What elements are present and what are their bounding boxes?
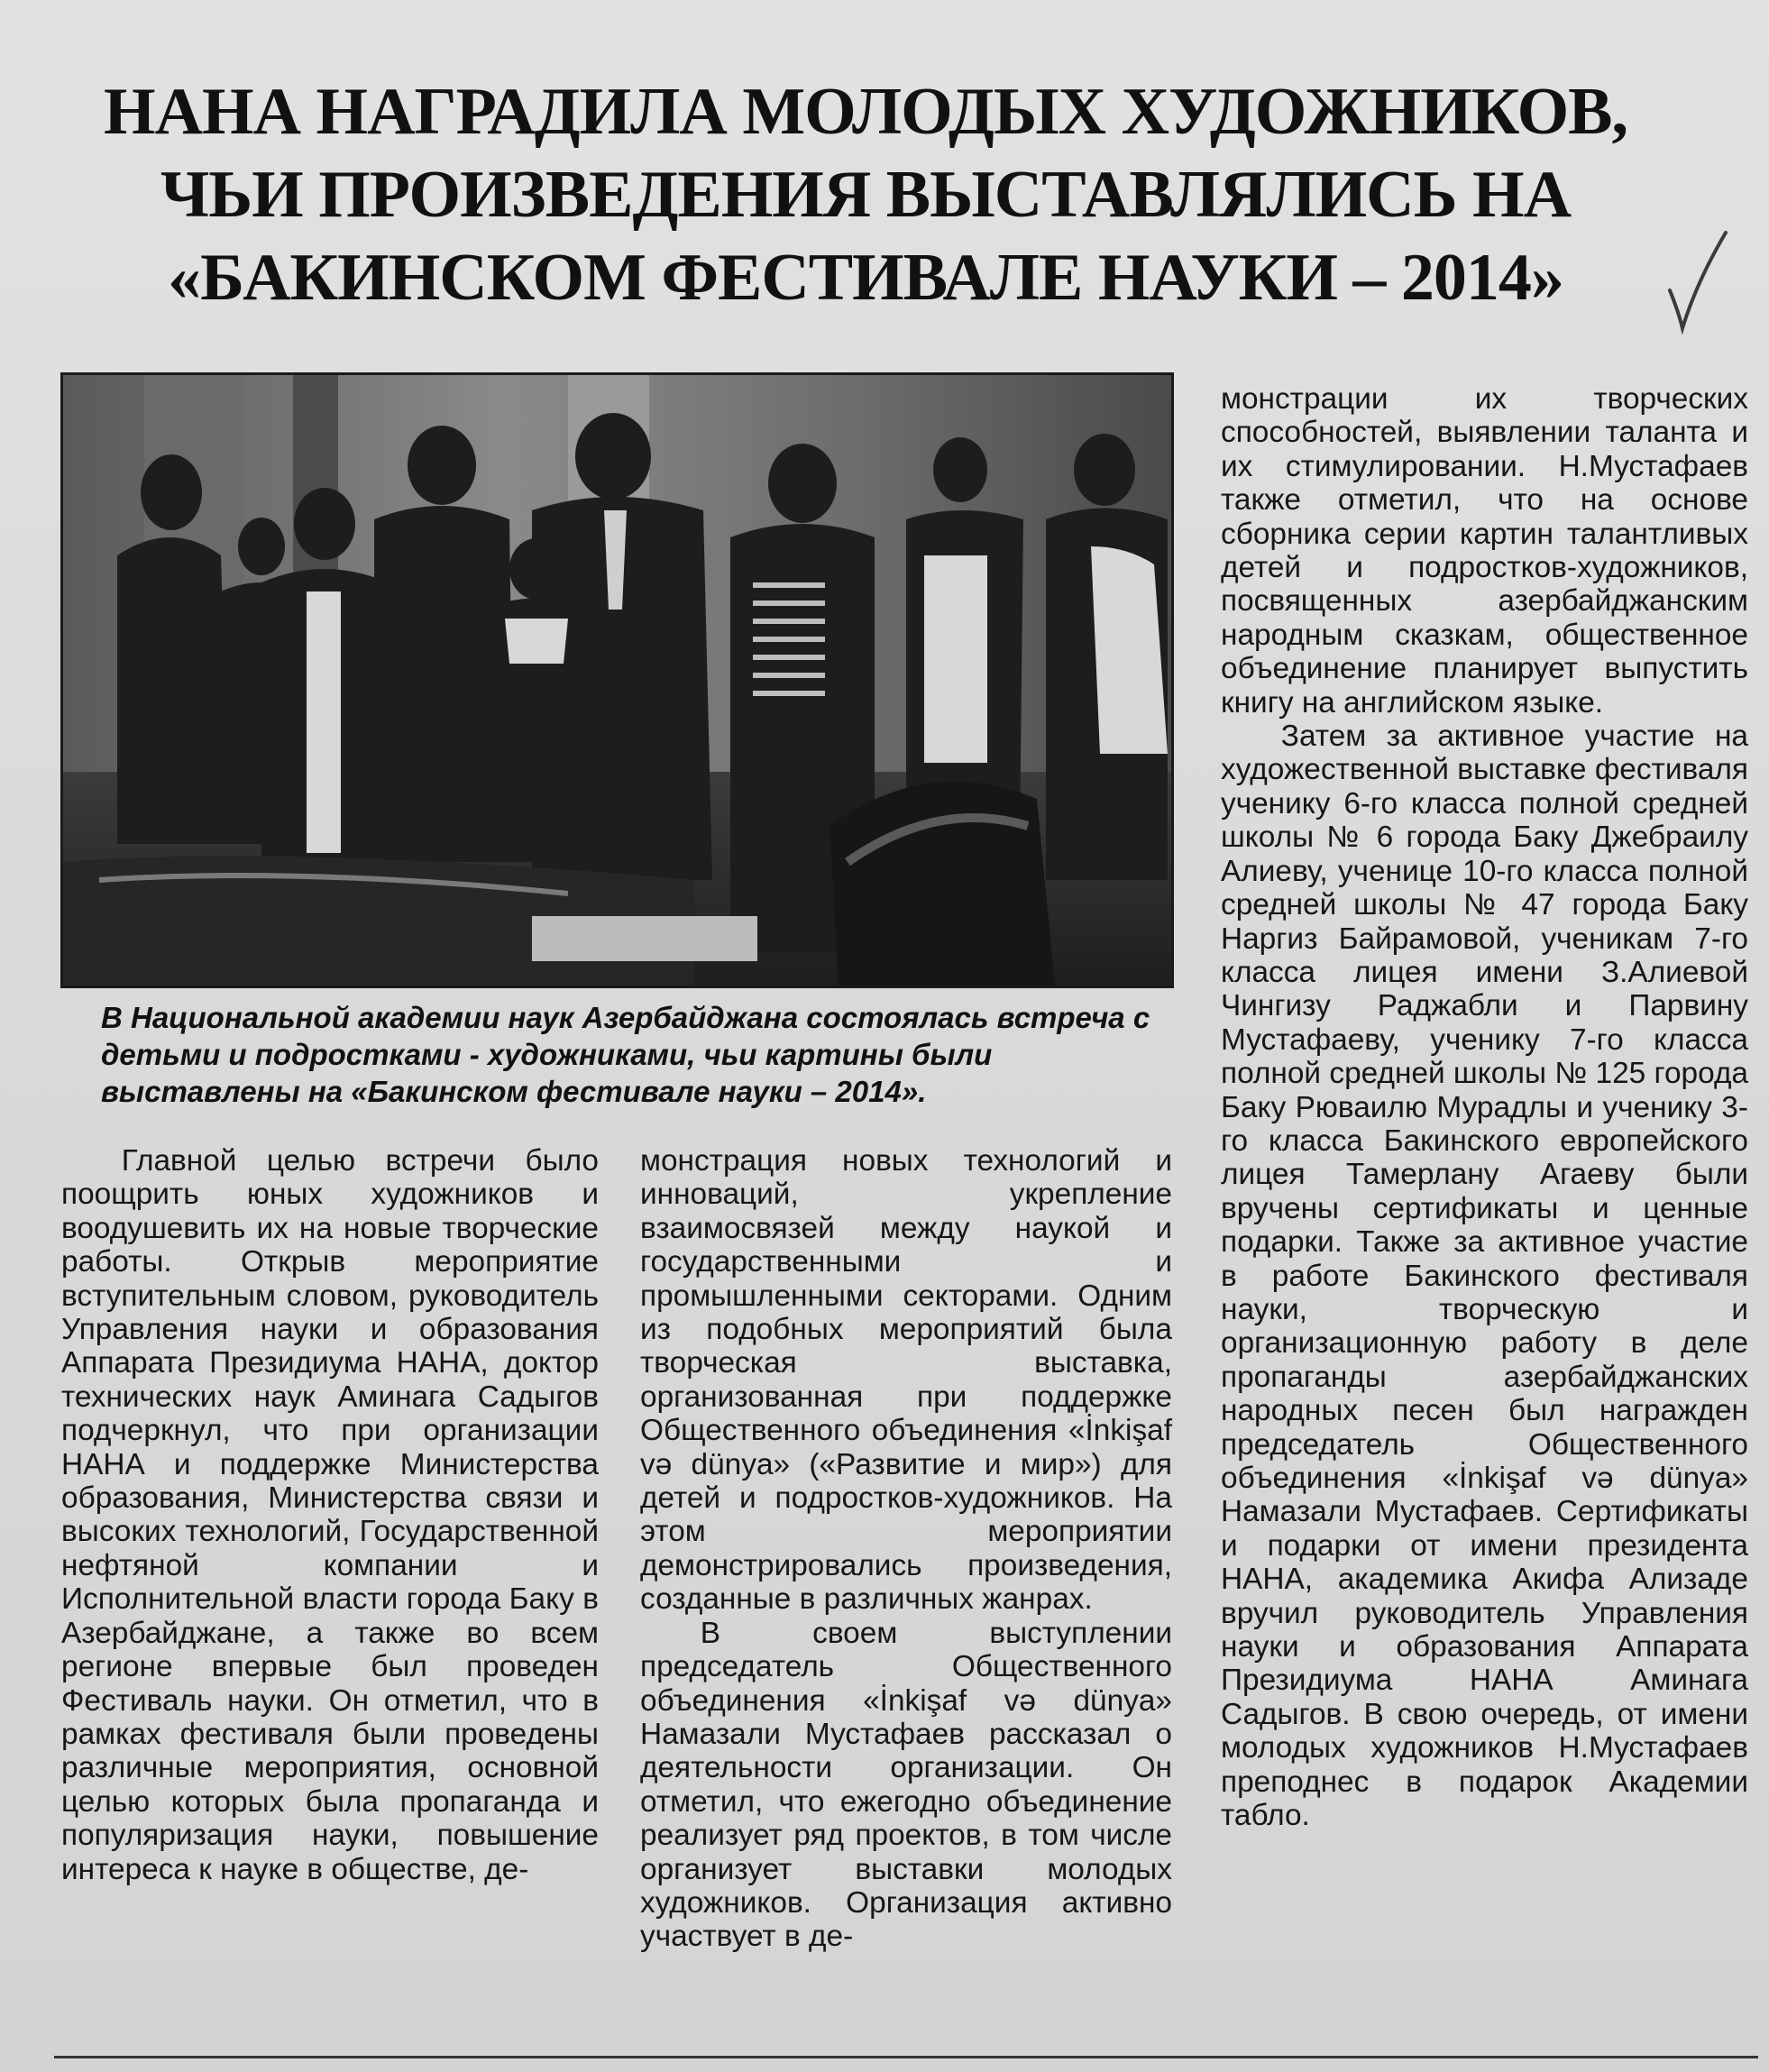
photo-caption: В Национальной академии наук Азербайджана состоялась встреча с детьми и подростками - художниками, чьи картины были выставлены на «Бакинском фестивале науки – 2014».: [101, 1001, 1150, 1108]
column-1-paragraph: Главной целью встречи было поощрить юных художников и воодушевить их на новые творческие работы. Открыв мероприятие вступительным словом, руководитель Управления науки и образования Аппарата Президиума НАНА, доктор технических наук Аминага Садыгов подчеркнул, что при организации НАНА и поддержке Министерства образования, Министерства связи и высоких технологий, Государственной нефтяной компании и Исполнительной власти города Баку в Азербайджане, а также во всем регионе впервые был проведен Фестиваль науки. Он отметил, что в рамках фестиваля были проведены различные мероприятия, основной целью которых была пропаганда и популяризация науки, повышение интереса к науке в обществе, де-: [61, 1144, 599, 1886]
page-bottom-rule: [54, 2056, 1758, 2058]
headline-line-3: «БАКИНСКОМ ФЕСТИВАЛЕ НАУКИ – 2014»: [168, 241, 1563, 315]
column-2-paragraph-1: монстрация новых технологий и инноваций, укрепление взаимосвязей между наукой и государственными и промышленными секторами. Одним из подобных мероприятий была творческая выставка, организованная при поддержке Общественного объединения «İnkişaf və dünya» («Развитие и мир») для детей и подростков-художников. На этом мероприятии демонстрировались произведения, созданные в различных жанрах.: [640, 1144, 1172, 1617]
article-headline: [54, 70, 1677, 319]
headline-line-2: ЧЬИ ПРОИЗВЕДЕНИЯ ВЫСТАВЛЯЛИСЬ НА: [160, 158, 1572, 232]
group-photo: [60, 372, 1174, 988]
group-photo-illustration: [63, 375, 1171, 986]
column-2-paragraph-2: В своем выступлении председатель Общественного объединения «İnkişaf və dünya» Намазали Мустафаев рассказал о деятельности организации. Он отметил, что ежегодно объединение реализует ряд проектов, в том числе организует выставки молодых художников. Организация активно участвует в де-: [640, 1616, 1172, 1954]
column-3-paragraph-2: Затем за активное участие на художественной выставке фестиваля ученику 6-го класса полной средней школы № 6 города Баку Джебраилу Алиеву, ученице 10-го класса полной средней школы № 47 города Баку Наргиз Байрамовой, ученикам 7-го класса лицея имени З.Алиевой Чингизу Раджабли и Парвину Мустафаеву, ученику 7-го класса полной средней школы № 125 города Баку Рюваилю Мурадлы и ученику 3-го класса Бакинского европейского лицея Тамерлану Агаеву были вручены сертификаты и ценные подарки. Также за активное участие в работе Бакинского фестиваля науки, творческую и организационную работу в деле пропаганды азербайджанских народных песен был награжден председатель Общественного объединения «İnkişaf və dünya» Намазали Мустафаев. Сертификаты и подарки от имени президента НАНА, академика Акифа Ализаде вручил руководитель Управления науки и образования Аппарата Президиума НАНА Аминага Садыгов. В свою очередь, от имени молодых художников Н.Мустафаев преподнес в подарок Академии табло.: [1221, 720, 1748, 1833]
column-3-paragraph-1: монстрации их творческих способностей, выявлении таланта и их стимулировании. Н.Мустафаев также отметил, что на основе сборника серии картин талантливых детей и подростков-художников, посвященных азербайджанским народным сказкам, общественное объединение планирует выпустить книгу на английском языке.: [1221, 382, 1748, 720]
article-column-1: [61, 1144, 599, 1886]
handwritten-checkmark-icon: [1666, 227, 1729, 335]
article-column-2: [640, 1144, 1172, 1954]
headline-line-1: НАНА НАГРАДИЛА МОЛОДЫХ ХУДОЖНИКОВ,: [104, 75, 1627, 149]
article-column-3: [1221, 382, 1748, 1832]
